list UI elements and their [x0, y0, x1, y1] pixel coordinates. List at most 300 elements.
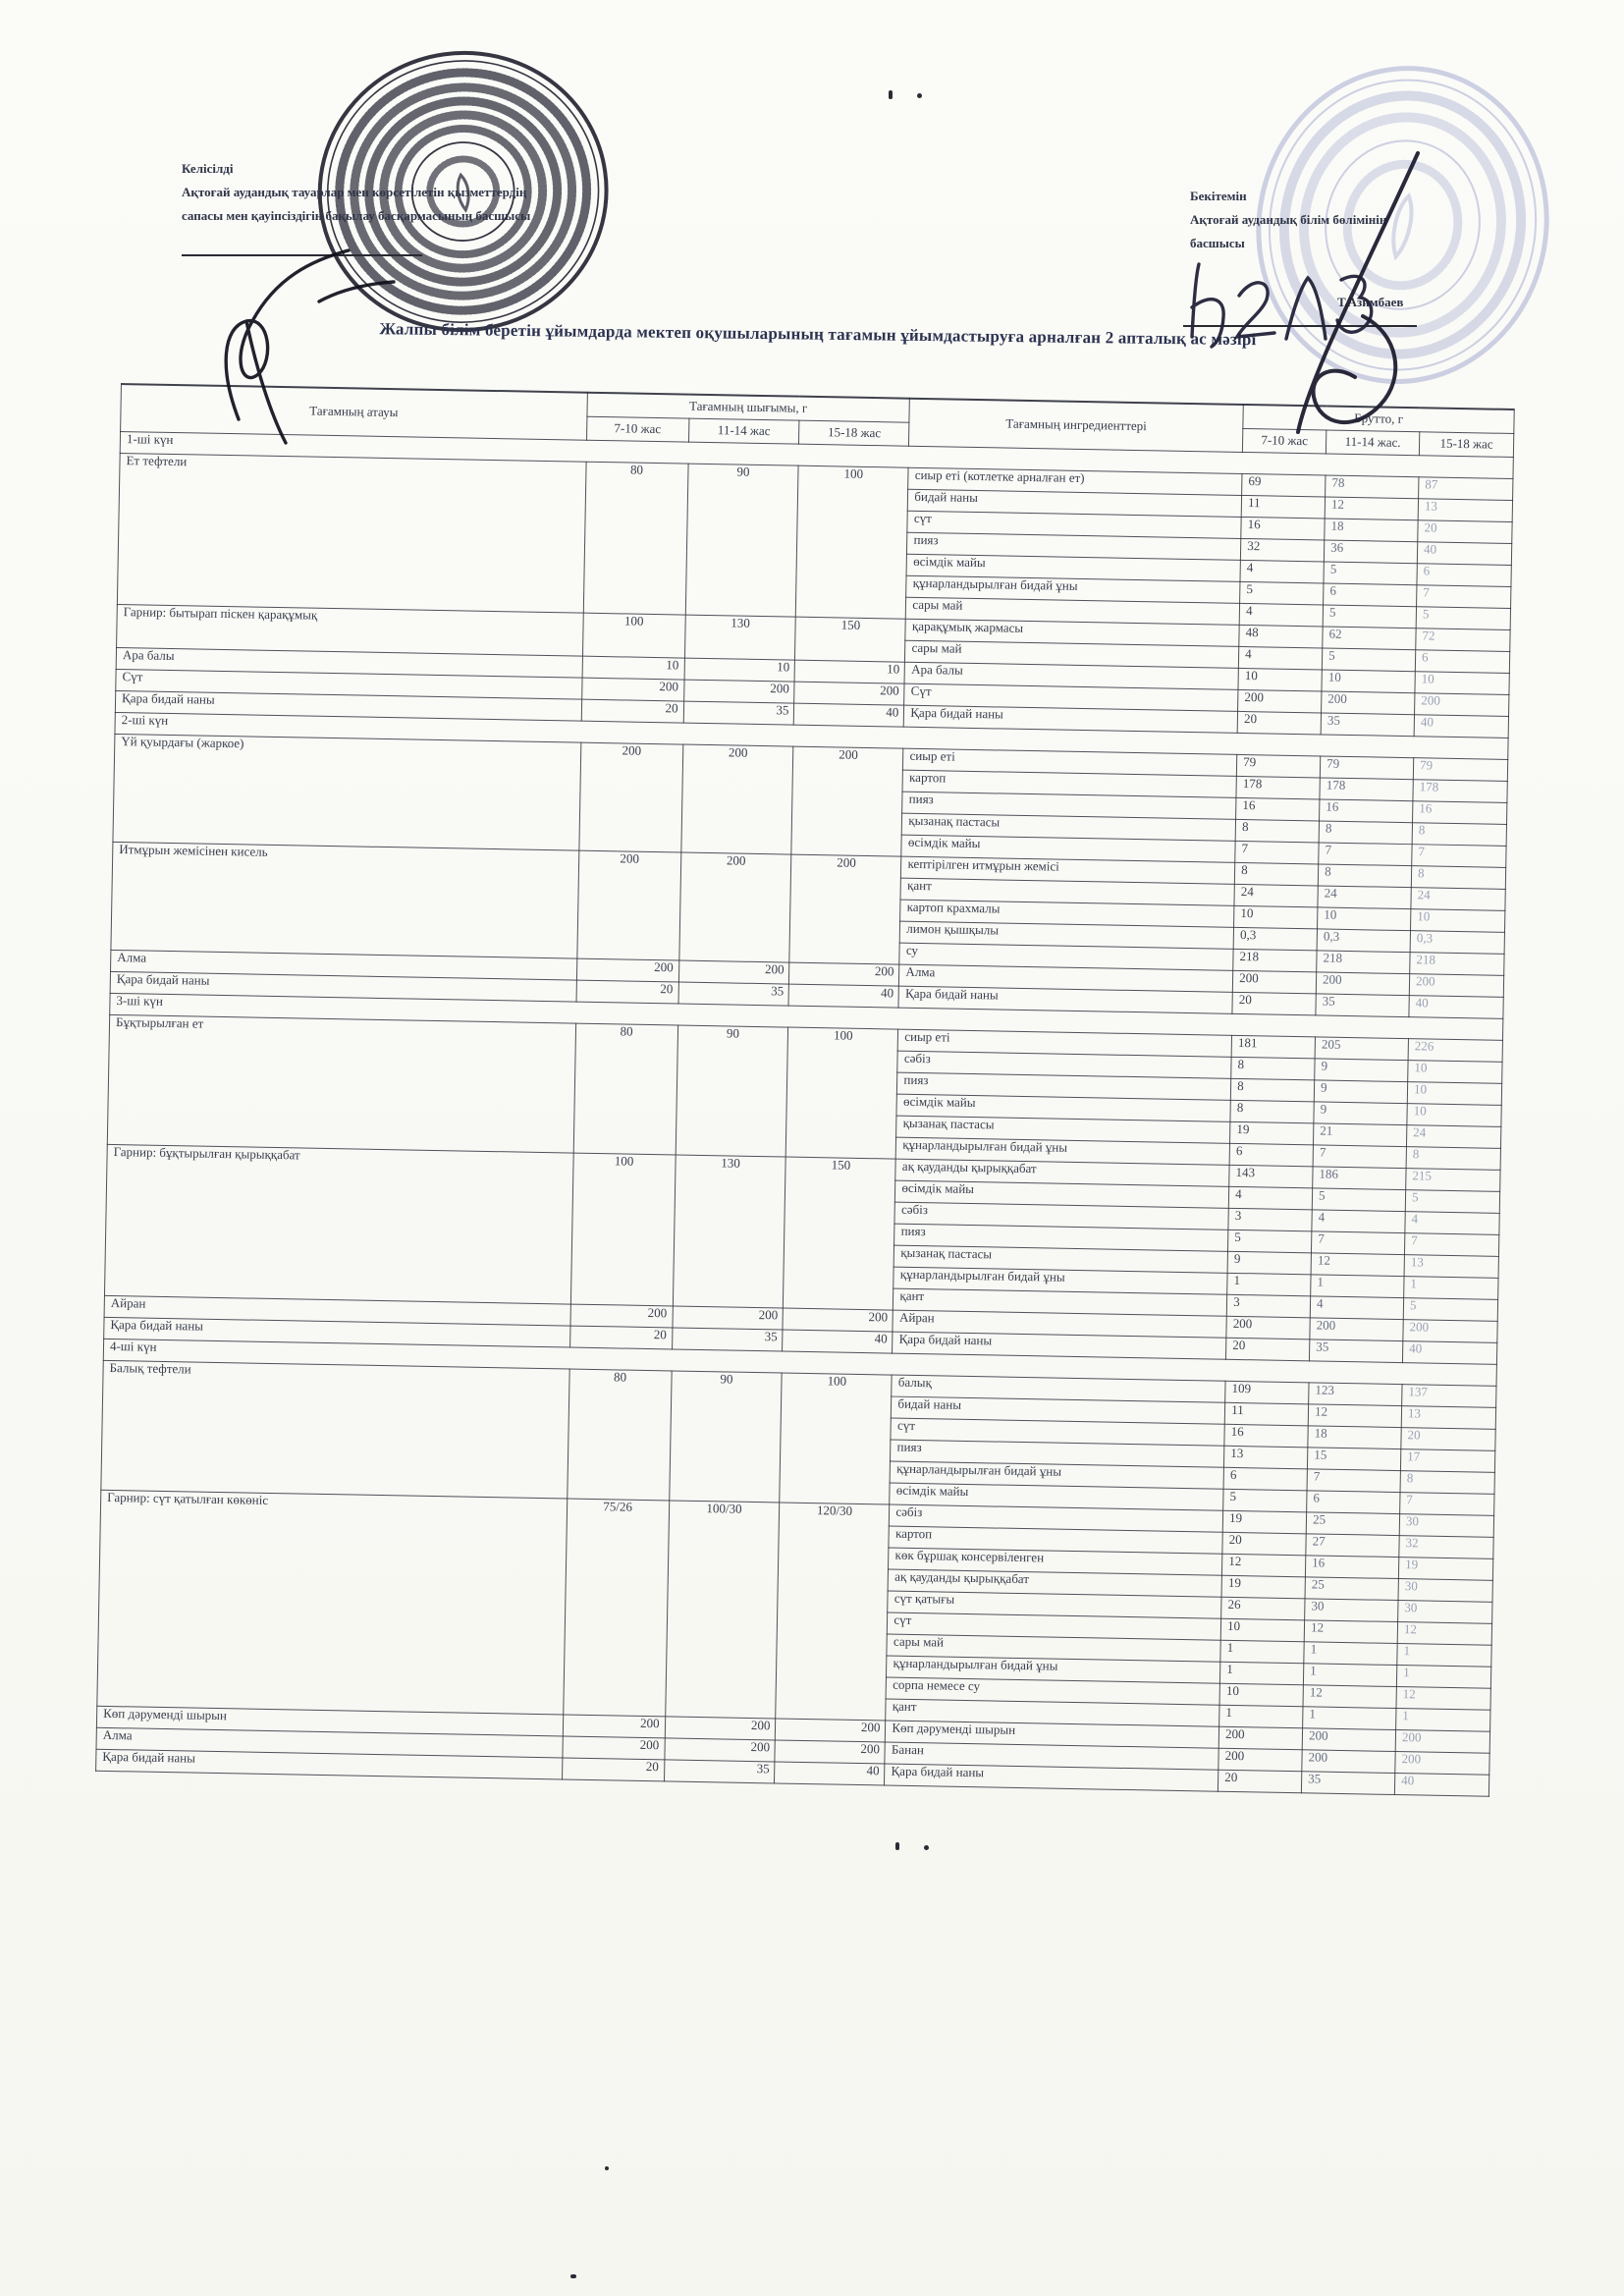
ingredient-cell: қант	[900, 878, 1234, 905]
ingredient-cell: пияз	[902, 792, 1236, 819]
brutto-cell-age-3: 24	[1411, 888, 1505, 911]
dish-name-cell: Алма	[96, 1727, 563, 1758]
ingredient-cell: Қара бидай наны	[898, 986, 1232, 1013]
output-cell-age-1: 20	[562, 1758, 664, 1781]
brutto-cell-age-1: 8	[1230, 1078, 1314, 1102]
age-header-output-15-18: 15-18 жас	[799, 420, 909, 446]
output-cell-age-1: 200	[581, 678, 683, 701]
brutto-cell-age-1: 20	[1237, 711, 1321, 735]
brutto-cell-age-2: 218	[1317, 951, 1410, 974]
brutto-cell-age-3: 178	[1413, 780, 1507, 803]
brutto-cell-age-3: 10	[1408, 1061, 1502, 1084]
ingredient-cell: пияз	[891, 1440, 1224, 1467]
ingredient-cell: Көп дәруменді шырын	[886, 1721, 1219, 1748]
scan-artifact-dot	[570, 2274, 576, 2278]
brutto-cell-age-2: 36	[1324, 540, 1417, 564]
age-header-output-7-10: 7-10 жас	[586, 416, 688, 442]
output-cell-age-3: 200	[794, 682, 904, 705]
document-title: Жалпы білім беретін ұйымдарда мектеп оқушыларының тағамын ұйымдастыруға арналған 2 апталық ас мәзірі	[379, 319, 1257, 350]
ingredient-cell: сары май	[905, 640, 1239, 668]
output-cell-age-3: 150	[795, 617, 906, 662]
brutto-cell-age-3: 30	[1398, 1579, 1492, 1603]
output-cell-age-1: 200	[563, 1736, 665, 1760]
brutto-cell-age-3: 7	[1412, 845, 1506, 868]
brutto-cell-age-3: 30	[1398, 1601, 1492, 1624]
brutto-cell-age-3: 13	[1404, 1255, 1498, 1279]
ingredient-cell: бидай наны	[908, 489, 1242, 517]
menu-table-body	[96, 432, 1514, 1797]
output-cell-age-2: 90	[669, 1371, 782, 1503]
brutto-cell-age-3: 20	[1418, 520, 1512, 544]
ingredient-cell: сүт	[888, 1613, 1221, 1640]
output-cell-age-3: 10	[794, 660, 904, 683]
brutto-cell-age-3: 13	[1401, 1406, 1495, 1430]
dish-name-cell: Гарнир: сүт қатылған көкөніс	[97, 1490, 568, 1715]
brutto-cell-age-2: 8	[1318, 864, 1411, 888]
brutto-cell-age-3: 1	[1396, 1666, 1490, 1689]
brutto-cell-age-3: 7	[1400, 1493, 1494, 1516]
brutto-cell-age-1: 79	[1236, 754, 1320, 778]
brutto-cell-age-3: 32	[1399, 1536, 1493, 1559]
dish-name-cell: Бұқтырылған ет	[107, 1014, 575, 1153]
output-cell-age-3: 150	[784, 1157, 896, 1310]
brutto-cell-age-1: 10	[1234, 905, 1318, 929]
brutto-cell-age-1: 19	[1222, 1510, 1306, 1534]
output-cell-age-2: 200	[678, 852, 791, 962]
brutto-cell-age-1: 200	[1232, 970, 1316, 994]
output-cell-age-1: 200	[576, 958, 678, 982]
brutto-cell-age-3: 10	[1415, 672, 1509, 695]
brutto-cell-age-3: 200	[1395, 1730, 1489, 1754]
brutto-cell-age-3: 0,3	[1410, 931, 1504, 955]
brutto-cell-age-2: 9	[1315, 1059, 1408, 1082]
ingredient-cell: өсімдік майы	[901, 835, 1235, 862]
ingredient-cell: сары май	[906, 597, 1240, 625]
brutto-cell-age-2: 12	[1304, 1620, 1397, 1644]
brutto-cell-age-3: 10	[1411, 909, 1505, 933]
ingredient-cell: сорпа немесе су	[886, 1677, 1219, 1705]
output-cell-age-1: 80	[573, 1023, 677, 1155]
output-cell-age-3: 200	[789, 962, 899, 986]
brutto-cell-age-3: 72	[1416, 629, 1510, 652]
output-cell-age-1: 200	[578, 742, 682, 852]
dish-name-cell: Үй қуырдағы (жаркое)	[113, 734, 581, 850]
brutto-cell-age-2: 4	[1312, 1210, 1405, 1233]
day-label-cell: 2-ші күн	[115, 712, 1508, 759]
brutto-cell-age-3: 5	[1416, 607, 1510, 630]
brutto-cell-age-2: 200	[1310, 1318, 1403, 1341]
day-label-cell: 4-ші күн	[103, 1339, 1496, 1386]
ingredient-cell: балық	[892, 1375, 1225, 1402]
brutto-cell-age-2: 7	[1307, 1469, 1400, 1493]
brutto-cell-age-1: 5	[1228, 1230, 1312, 1253]
dish-name-cell: Алма	[111, 950, 577, 980]
brutto-cell-age-3: 40	[1409, 996, 1503, 1019]
brutto-cell-age-2: 4	[1310, 1296, 1403, 1320]
ingredient-cell: қызанақ пастасы	[902, 813, 1236, 841]
brutto-cell-age-3: 40	[1402, 1341, 1496, 1365]
brutto-cell-age-1: 8	[1234, 862, 1318, 886]
handwritten-signature-right	[1269, 147, 1455, 447]
brutto-cell-age-2: 27	[1306, 1534, 1399, 1558]
brutto-cell-age-1: 11	[1224, 1402, 1308, 1426]
brutto-cell-age-3: 200	[1403, 1320, 1497, 1343]
output-cell-age-2: 200	[665, 1717, 776, 1740]
brutto-cell-age-1: 4	[1228, 1186, 1312, 1210]
ingredient-cell: көк бұршақ консервіленген	[889, 1548, 1222, 1575]
brutto-cell-age-3: 24	[1406, 1125, 1500, 1149]
output-cell-age-3: 120/30	[776, 1503, 890, 1721]
brutto-cell-age-3: 19	[1398, 1558, 1492, 1581]
brutto-cell-age-1: 26	[1221, 1597, 1305, 1620]
menu-table	[95, 383, 1515, 1797]
output-cell-age-2: 90	[685, 464, 799, 617]
brutto-cell-age-1: 200	[1218, 1726, 1302, 1750]
brutto-cell-age-2: 5	[1324, 562, 1417, 585]
brutto-cell-age-3: 10	[1407, 1104, 1501, 1127]
output-cell-age-3: 200	[783, 1308, 893, 1332]
output-cell-age-1: 80	[567, 1369, 671, 1501]
dish-name-cell: Қара бидай наны	[96, 1749, 563, 1779]
dish-name-cell: Ара балы	[116, 647, 582, 678]
brutto-cell-age-3: 7	[1404, 1233, 1498, 1257]
brutto-cell-age-2: 9	[1314, 1102, 1407, 1125]
brutto-cell-age-3: 1	[1404, 1277, 1498, 1300]
brutto-cell-age-1: 12	[1222, 1554, 1306, 1577]
brutto-cell-age-3: 7	[1417, 585, 1511, 609]
ingredient-cell: пияз	[907, 532, 1241, 560]
brutto-cell-age-3: 1	[1396, 1709, 1490, 1732]
brutto-cell-age-2: 186	[1313, 1167, 1406, 1190]
brutto-cell-age-1: 24	[1234, 884, 1318, 907]
output-cell-age-2: 130	[673, 1155, 786, 1308]
brutto-cell-age-1: 10	[1219, 1683, 1303, 1707]
brutto-cell-age-2: 1	[1304, 1642, 1397, 1666]
ingredient-cell: Алма	[899, 964, 1233, 992]
ingredient-cell: сары май	[887, 1634, 1220, 1662]
ingredient-cell: сиыр еті	[898, 1029, 1232, 1057]
brutto-cell-age-1: 3	[1228, 1208, 1312, 1231]
brutto-cell-age-3: 40	[1394, 1774, 1489, 1797]
brutto-cell-age-2: 62	[1323, 627, 1416, 650]
dish-name-cell: Қара бидай наны	[104, 1317, 570, 1347]
brutto-cell-age-1: 0,3	[1233, 927, 1317, 951]
brutto-cell-age-2: 205	[1315, 1037, 1408, 1061]
brutto-cell-age-2: 12	[1325, 497, 1418, 520]
ingredient-cell: құнарландырылған бидай ұны	[906, 575, 1240, 603]
output-cell-age-2: 100/30	[665, 1501, 780, 1719]
ingredient-cell: құнарландырылған бидай ұны	[887, 1656, 1220, 1683]
brutto-cell-age-1: 5	[1240, 581, 1324, 605]
output-cell-age-2: 200	[664, 1738, 775, 1762]
brutto-cell-age-3: 6	[1415, 650, 1509, 674]
brutto-cell-age-2: 200	[1302, 1728, 1395, 1752]
ingredient-cell: Қара бидай наны	[893, 1332, 1226, 1359]
brutto-cell-age-2: 79	[1320, 756, 1413, 780]
output-cell-age-1: 20	[581, 699, 683, 723]
ingredient-cell: өсімдік майы	[890, 1483, 1223, 1510]
brutto-cell-age-3: 226	[1408, 1039, 1502, 1063]
brutto-cell-age-1: 1	[1227, 1273, 1311, 1296]
ingredient-cell: ақ қауданды қырыққабат	[895, 1159, 1229, 1186]
brutto-cell-age-1: 178	[1236, 776, 1320, 799]
ingredient-cell: картоп	[889, 1526, 1222, 1554]
brutto-cell-age-3: 200	[1415, 693, 1509, 717]
brutto-cell-age-2: 15	[1308, 1448, 1401, 1471]
dish-name-cell: Балық тефтели	[101, 1360, 569, 1499]
ingredient-cell: сүт	[891, 1418, 1224, 1446]
brutto-cell-age-1: 13	[1224, 1446, 1308, 1469]
output-cell-age-3: 40	[775, 1762, 885, 1785]
brutto-cell-age-2: 178	[1320, 778, 1413, 801]
scan-artifact-dot	[605, 2166, 609, 2170]
brutto-cell-age-3: 87	[1419, 477, 1513, 501]
menu-table-wrapper	[95, 383, 1515, 1797]
brutto-cell-age-2: 30	[1305, 1599, 1398, 1622]
brutto-cell-age-2: 35	[1316, 994, 1409, 1017]
col-header-output: Тағамның шығымы, г	[587, 393, 910, 423]
brutto-cell-age-2: 6	[1324, 583, 1417, 607]
brutto-cell-age-2: 1	[1303, 1707, 1396, 1730]
brutto-cell-age-3: 137	[1402, 1385, 1496, 1408]
output-cell-age-2: 35	[683, 701, 794, 725]
approver-name: Т.Азимбаев	[1337, 295, 1404, 309]
scan-artifact-dot	[924, 1845, 929, 1850]
output-cell-age-2: 35	[678, 982, 789, 1006]
brutto-cell-age-1: 16	[1224, 1424, 1308, 1448]
dish-name-cell: Сүт	[116, 669, 582, 699]
ingredient-cell: ақ қауданды қырыққабат	[888, 1569, 1221, 1597]
brutto-cell-age-2: 5	[1322, 648, 1415, 672]
ingredient-cell: Ара балы	[904, 662, 1238, 689]
ingredient-cell: Банан	[885, 1742, 1218, 1770]
approval-right-title: Бекітемін	[1190, 189, 1247, 203]
brutto-cell-age-2: 1	[1311, 1275, 1404, 1298]
output-cell-age-1: 20	[569, 1326, 672, 1349]
scan-artifact-mark	[895, 1842, 899, 1850]
dish-name-cell: Гарнир: бұқтырылған қырыққабат	[104, 1144, 572, 1304]
output-cell-age-2: 90	[676, 1025, 788, 1157]
ingredient-cell: кептірілген итмұрын жемісі	[901, 856, 1235, 884]
col-header-brutto: Брутто, г	[1243, 405, 1514, 434]
brutto-cell-age-2: 200	[1316, 972, 1409, 996]
brutto-cell-age-1: 10	[1238, 668, 1322, 691]
output-cell-age-1: 200	[570, 1304, 673, 1328]
ingredient-cell: сүт қатығы	[888, 1591, 1221, 1618]
brutto-cell-age-2: 12	[1308, 1404, 1401, 1428]
brutto-cell-age-3: 8	[1412, 823, 1506, 847]
day-label-cell: 3-ші күн	[110, 993, 1503, 1040]
brutto-cell-age-1: 4	[1240, 560, 1324, 583]
brutto-cell-age-1: 8	[1230, 1100, 1314, 1123]
brutto-cell-age-3: 30	[1399, 1514, 1493, 1538]
brutto-cell-age-3: 5	[1403, 1298, 1497, 1322]
brutto-cell-age-2: 10	[1322, 670, 1415, 693]
brutto-cell-age-1: 19	[1221, 1575, 1305, 1599]
brutto-cell-age-1: 4	[1239, 603, 1323, 627]
output-cell-age-3: 200	[775, 1740, 885, 1764]
output-cell-age-1: 200	[576, 850, 680, 960]
brutto-cell-age-2: 200	[1302, 1750, 1395, 1774]
ingredient-cell: құнарландырылған бидай ұны	[893, 1267, 1227, 1294]
brutto-cell-age-1: 16	[1236, 797, 1320, 821]
dish-name-cell: Итмұрын жемісінен кисель	[111, 842, 579, 958]
brutto-cell-age-2: 12	[1303, 1685, 1396, 1709]
brutto-cell-age-3: 200	[1395, 1752, 1489, 1776]
ingredient-cell: картоп	[902, 770, 1236, 797]
brutto-cell-age-2: 6	[1307, 1491, 1400, 1514]
brutto-cell-age-2: 78	[1326, 475, 1419, 499]
brutto-cell-age-2: 7	[1312, 1231, 1405, 1255]
brutto-cell-age-3: 40	[1414, 715, 1508, 738]
ingredient-cell: пияз	[894, 1224, 1228, 1251]
brutto-cell-age-3: 40	[1417, 542, 1511, 566]
age-header-brutto-15-18: 15-18 жас	[1419, 432, 1513, 458]
brutto-cell-age-1: 6	[1223, 1467, 1307, 1491]
brutto-cell-age-3: 20	[1401, 1428, 1495, 1451]
brutto-cell-age-3: 79	[1413, 758, 1507, 782]
output-cell-age-3: 40	[794, 703, 904, 727]
ingredient-cell: қызанақ пастасы	[896, 1116, 1230, 1143]
handwritten-signature-left	[201, 211, 447, 452]
brutto-cell-age-2: 35	[1321, 713, 1414, 737]
ingredient-cell: сәбіз	[890, 1504, 1223, 1532]
ingredient-cell: сиыр еті	[903, 748, 1237, 776]
brutto-cell-age-2: 9	[1314, 1080, 1407, 1104]
output-cell-age-1: 75/26	[563, 1499, 669, 1717]
output-cell-age-1: 100	[570, 1153, 676, 1306]
brutto-cell-age-1: 8	[1235, 819, 1319, 843]
age-header-output-11-14: 11-14 жас	[688, 418, 799, 444]
output-cell-age-1: 20	[576, 980, 678, 1004]
dish-name-cell: Қара бидай наны	[110, 971, 576, 1002]
ingredient-cell: сәбіз	[894, 1202, 1228, 1230]
brutto-cell-age-1: 20	[1226, 1338, 1310, 1361]
day-label-cell: 1-ші күн	[120, 432, 1513, 479]
brutto-cell-age-2: 16	[1320, 799, 1413, 823]
brutto-cell-age-2: 7	[1319, 843, 1412, 866]
brutto-cell-age-1: 32	[1241, 538, 1325, 562]
dish-name-cell: Көп дәруменді шырын	[96, 1706, 563, 1736]
approval-right-line2: басшысы	[1190, 236, 1245, 251]
ingredient-cell: өсімдік майы	[896, 1094, 1230, 1121]
brutto-cell-age-1: 5	[1223, 1489, 1307, 1512]
ingredient-cell: су	[899, 943, 1233, 970]
brutto-cell-age-1: 143	[1229, 1165, 1313, 1188]
ingredient-cell: Қара бидай наны	[885, 1764, 1218, 1791]
brutto-cell-age-2: 10	[1318, 907, 1411, 931]
approval-left-line2: сапасы мен қауіпсіздігін бақылау басқармасының басшысы	[182, 208, 531, 224]
output-cell-age-2: 130	[684, 615, 796, 660]
ingredient-cell: Сүт	[904, 683, 1238, 711]
ingredient-cell: құнарландырылған бидай ұны	[896, 1137, 1230, 1165]
brutto-cell-age-3: 200	[1409, 974, 1503, 998]
age-header-brutto-7-10: 7-10 жас	[1243, 428, 1326, 454]
brutto-cell-age-3: 218	[1410, 953, 1504, 976]
brutto-cell-age-1: 4	[1238, 646, 1322, 670]
brutto-cell-age-2: 25	[1305, 1577, 1398, 1601]
brutto-cell-age-1: 48	[1239, 625, 1323, 648]
ingredient-cell: қызанақ пастасы	[893, 1245, 1227, 1273]
output-cell-age-2: 200	[678, 960, 789, 984]
brutto-cell-age-2: 35	[1301, 1772, 1394, 1795]
brutto-cell-age-1: 16	[1241, 517, 1325, 540]
brutto-cell-age-2: 5	[1312, 1188, 1405, 1212]
brutto-cell-age-1: 69	[1242, 473, 1326, 497]
brutto-cell-age-1: 3	[1226, 1294, 1310, 1318]
dish-name-cell: Гарнир: бытырап піскен қарақұмық	[117, 604, 583, 656]
brutto-cell-age-2: 0,3	[1317, 929, 1410, 953]
ingredient-cell: қант	[886, 1699, 1219, 1726]
output-cell-age-2: 200	[672, 1306, 783, 1330]
brutto-cell-age-3: 13	[1418, 499, 1512, 522]
output-cell-age-3: 100	[780, 1373, 892, 1504]
approval-left-line1: Ақтоғай аудандық тауарлар мен көрсетілетін қызметтердің	[182, 185, 527, 200]
brutto-cell-age-2: 25	[1306, 1512, 1399, 1536]
approval-left-title: Келісілді	[182, 161, 234, 176]
brutto-cell-age-2: 21	[1314, 1123, 1407, 1147]
ingredient-cell: сәбіз	[897, 1051, 1231, 1078]
brutto-cell-age-1: 8	[1231, 1057, 1315, 1080]
ingredient-cell: сиыр еті (котлетке арналған ет)	[908, 467, 1242, 495]
output-cell-age-1: 10	[582, 656, 684, 680]
ingredient-cell: Қара бидай наны	[904, 705, 1238, 733]
brutto-cell-age-3: 4	[1405, 1212, 1499, 1235]
dish-name-cell: Айран	[104, 1295, 570, 1326]
brutto-cell-age-1: 109	[1225, 1381, 1309, 1404]
brutto-cell-age-3: 5	[1405, 1190, 1499, 1214]
dish-name-cell: Ет тефтели	[117, 453, 585, 613]
col-header-dish-name: Тағамның атауы	[121, 384, 587, 440]
brutto-cell-age-3: 17	[1400, 1449, 1494, 1473]
brutto-cell-age-1: 1	[1220, 1662, 1304, 1685]
ingredient-cell: пияз	[897, 1072, 1231, 1100]
brutto-cell-age-1: 10	[1220, 1618, 1304, 1642]
col-header-ingredients: Тағамның ингредиенттері	[909, 399, 1244, 453]
brutto-cell-age-1: 20	[1218, 1770, 1302, 1793]
brutto-cell-age-2: 123	[1309, 1383, 1402, 1406]
brutto-cell-age-3: 1	[1397, 1644, 1491, 1667]
brutto-cell-age-1: 11	[1241, 495, 1325, 519]
output-cell-age-1: 80	[583, 462, 688, 615]
brutto-cell-age-1: 20	[1222, 1532, 1306, 1556]
brutto-cell-age-2: 7	[1313, 1145, 1406, 1169]
dish-name-cell: Қара бидай наны	[115, 690, 581, 721]
age-header-brutto-11-14: 11-14 жас.	[1326, 430, 1419, 456]
output-cell-age-1: 100	[582, 613, 685, 658]
brutto-cell-age-2: 24	[1318, 886, 1411, 909]
brutto-cell-age-2: 18	[1308, 1426, 1401, 1449]
output-cell-age-2: 35	[672, 1328, 783, 1351]
brutto-cell-age-2: 1	[1303, 1664, 1396, 1687]
ingredient-cell: өсімдік майы	[895, 1180, 1229, 1208]
ingredient-cell: картоп крахмалы	[900, 900, 1234, 927]
output-cell-age-3: 200	[776, 1719, 886, 1742]
brutto-cell-age-1: 218	[1233, 949, 1317, 972]
output-cell-age-3: 100	[786, 1027, 898, 1159]
brutto-cell-age-2: 12	[1311, 1253, 1404, 1277]
output-cell-age-3: 40	[783, 1330, 893, 1353]
brutto-cell-age-1: 181	[1231, 1035, 1315, 1059]
brutto-cell-age-2: 5	[1323, 605, 1416, 629]
output-cell-age-3: 40	[788, 984, 898, 1008]
brutto-cell-age-1: 6	[1229, 1143, 1313, 1167]
brutto-cell-age-2: 16	[1305, 1556, 1398, 1579]
brutto-cell-age-3: 12	[1396, 1687, 1490, 1711]
brutto-cell-age-3: 8	[1406, 1147, 1500, 1171]
brutto-cell-age-1: 7	[1235, 841, 1319, 864]
brutto-cell-age-3: 6	[1417, 564, 1511, 587]
